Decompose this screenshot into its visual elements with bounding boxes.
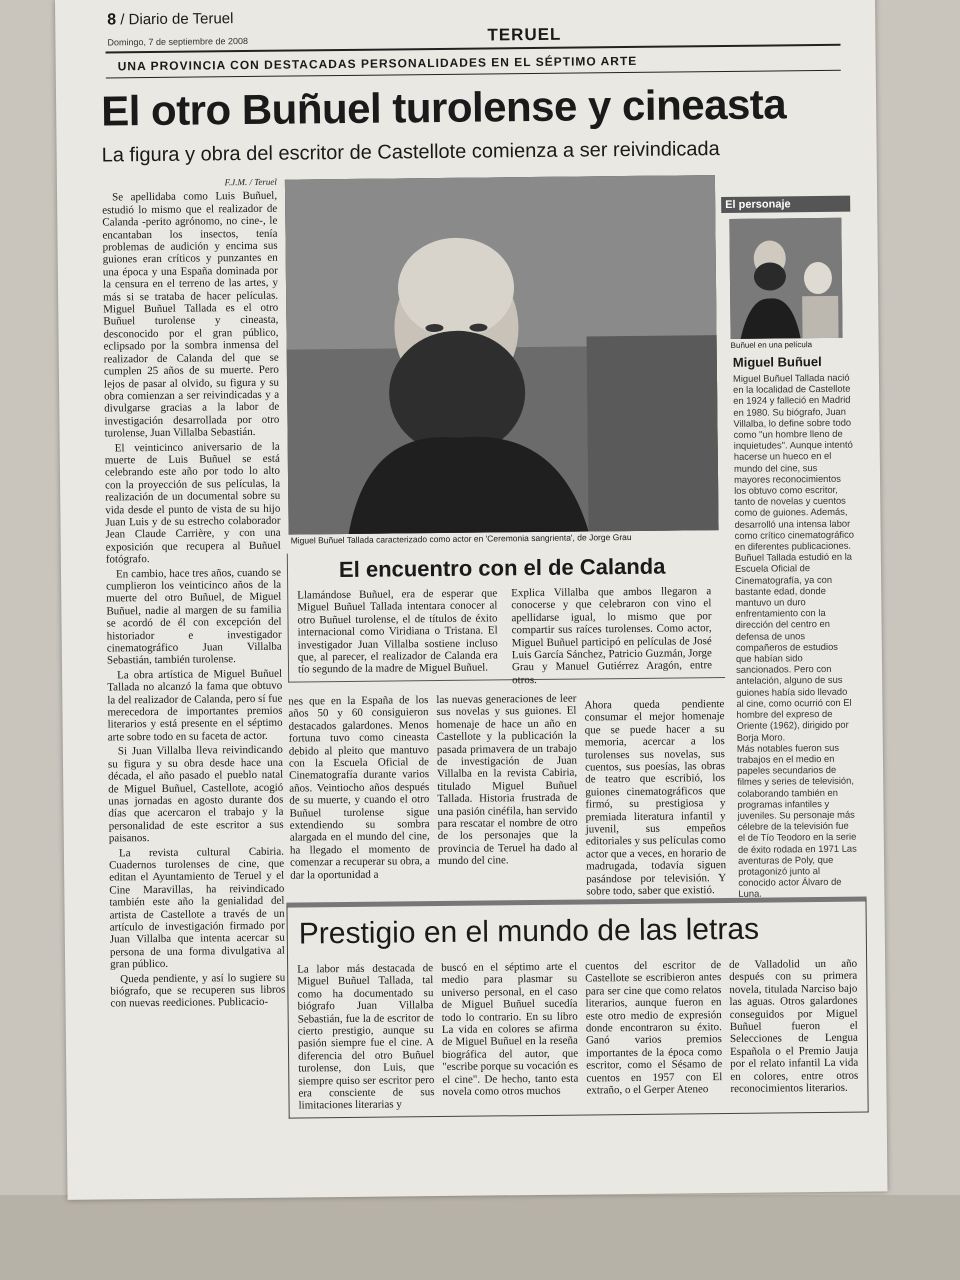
sidebar-label: El personaje <box>721 196 850 213</box>
paragraph: En cambio, hace tres años, cuando se cumplieron los veinticinco años de la muerte del otro Buñuel, de Miguel Buñuel, nadie al margen de su familia se acordó de él con excepción del historiador e investigador cinematográfico Juan Villalba Sebastián, también turolense. <box>106 566 282 667</box>
page-date: Domingo, 7 de septiembre de 2008 <box>107 35 249 48</box>
box2-title: Prestigio en el mundo de las letras <box>298 912 760 951</box>
sidebar-name: Miguel Buñuel <box>732 353 822 370</box>
paragraph: Si Juan Villalba lleva reivindicando su figura y su obra desde hace una década, el año pasado el pueblo natal de Miguel Buñuel, Castellote, acogió unas jornadas en agosto durante dos días que acercaron el trabajo y la personalidad de este escritor a sus paisanos. <box>107 743 284 845</box>
box2-column-2: buscó en el séptimo arte el medio para plasmar su universo personal, en el caso de Miguel Buñuel sucedía todo lo contrario. En su libro La vida en colores se afirma de Miguel Buñuel en la reseña biográfica del autor, que "escribe porque su vocación es el cine". De hecho, tanto esta novela como otros muchos <box>441 960 579 1099</box>
sidebar-portrait <box>729 218 842 339</box>
table-surface <box>0 1195 960 1280</box>
page-header: 8 / Diario de Teruel <box>107 10 234 29</box>
paragraph: El veinticinco aniversario de la muerte de Luis Buñuel se está celebrando este año por todo lo alto con la proyección de sus películas, la realización de un documental sobre su vida desde el punto de vista de su hijo Juan Luis y de su estrecho colaborador Jean Claude Carrière, y con una exposición que recupera al Buñuel fotógrafo. <box>104 440 281 566</box>
box1-col-a: Llamándose Buñuel, era de esperar que Miguel Buñuel Tallada intentara conocer al otro Buñuel turolense, el de títulos de éxito internacional como Viridiana o Tristana. El investigador Juan Villalba sostiene incluso que, al parecer, el realizador de Calanda era tío segundo de la madre de Miguel Buñuel. <box>297 587 498 676</box>
paragraph: Se apellidaba como Luis Buñuel, estudió lo mismo que el realizador de Calanda -perito agrónomo, no cine-, le encantaban los insectos, tenía problemas de audición y encima sus guiones eran críticos y punzantes en una época y una España dominada por la censura en el terreno de las artes, y más si se trataba de hacer películas. Miguel Buñuel Tallada es el otro Buñuel turolense y cineasta, desconocido por el gran público, eclipsado por la sombra inmensa del realizador de Calanda del que se cumplen 25 años de su muerte. Pero lejos de pasar al olvido, su figura y su obra comienzan a ser reivindicadas y a divulgarse gracias a la labor de investigación desarrollada por otro turolense, Juan Villalba Sebastián. <box>102 190 280 440</box>
section-name: TERUEL <box>487 24 562 45</box>
sidebar-paragraph: Miguel Buñuel Tallada nació en la localidad de Castellote en 1924 y falleció en Madrid en 1980. Su biógrafo, Juan Villalba, lo define sobre todo como "un hombre lleno de inquietudes". Aunque intentó hacerse un hueco en el mundo del cine, sus mayores reconocimientos los obtuvo como escritor, tanto de novelas y cuentos como de guiones. Además, desarrolló una intensa labor como crítico cinematográfico en diferentes publicaciones. <box>732 371 855 552</box>
byline: F.J.M. / Teruel <box>224 176 277 188</box>
paragraph: Queda pendiente, y así lo sugiere su biógrafo, que se recuperen sus libros con nuevas reediciones. Publicacio- <box>110 971 286 1010</box>
subhead: La figura y obra del escritor de Castellote comienza a ser reivindicada <box>101 138 720 167</box>
kicker: UNA PROVINCIA CON DESTACADAS PERSONALIDADES EN EL SÉPTIMO ARTE <box>117 53 638 74</box>
headline: El otro Buñuel turolense y cineasta <box>100 80 787 135</box>
mid-column-1: nes que en la España de los años 50 y 60 consiguieron destacados galardones. Menos fortuna tuvo como cineasta debido al pleito que mantuvo con la Escuela Oficial de Cinematografía durante varios años. Veintiocho años después de su muerte, y cuando el otro Buñuel turolense sigue extendiendo su sombra alargada en el mundo del cine, ha llegado el momento de comenzar a recuperar su obra, a dar la oportunidad a <box>288 694 431 882</box>
paragraph: La revista cultural Cabiria. Cuadernos turolenses de cine, que editan el Ayuntamiento de Teruel y el Cine Maravillas, ha reivindicado también este año la genialidad del artista de Castellote a través de un artículo de investigación firmado por Juan Villalba que intenta acercar su persona de una forma divulgativa al gran público. <box>109 845 286 971</box>
box1-col-b: Explica Villalba que ambos llegaron a conocerse y que celebraron con vino el apellidarse igual, lo mismo que por compartir sus raíces turolenses. Como actor, Miguel Buñuel participó en películas de José Luis García Sánchez, Patricio Guzmán, Jorge Grau y Manuel Gutiérrez Aragón, entre otros. <box>511 585 713 687</box>
paragraph: La obra artística de Miguel Buñuel Tallada no alcanzó la fama que obtuvo la del realizador de Calanda, pero sí fue merecedora de importantes premios literarios y está presente en el séptimo arte sobre todo en su faceta de actor. <box>107 667 283 744</box>
left-column <box>102 176 288 1188</box>
portrait-illustration <box>285 175 719 534</box>
publication-name: Diario de Teruel <box>128 10 234 29</box>
main-photo <box>285 175 719 534</box>
sidebar-photo-caption: Buñuel en una película <box>730 340 813 350</box>
main-photo-caption: Miguel Buñuel Tallada caracterizado como actor en 'Ceremonia sangrienta', de Jorge Grau <box>290 531 632 546</box>
sidebar-paragraph: Más notables fueron sus trabajos en el medio en papeles secundarios de filmes y series de televisión, colaborando también en programas infantiles y juveniles. Su personaje más célebre de la televisión fue el de Tío Teodoro en la serie de éxito rodada en 1971 Las aventuras de Poly, que protagonizó junto al conocido actor Álvaro de Luna. <box>736 741 857 900</box>
box1-title: El encuentro con el de Calanda <box>338 553 666 583</box>
sidebar-photo <box>729 218 842 339</box>
box2-column-4: de Valladolid un año después con su primera novela, titulada Narciso bajo las aguas. Otros galardones conseguidos por Miguel Buñuel fueron el Selecciones de Lengua Española o el Premio Jauja por el relato infantil La vida en colores, entre otros reconocimientos literarios. <box>729 957 859 1096</box>
page-number: 8 <box>107 11 117 29</box>
newspaper-page <box>55 0 888 1200</box>
box2-column-1: La labor más destacada de Miguel Buñuel Tallada, tal como ha documentado su biógrafo Juan Villalba Sebastián, fue la de escritor de cierto prestigio, aunque su pasión siempre fue el cine. A diferencia del otro Buñuel turolense, don Luis, que siempre quiso ser escritor pero era consciente de sus limitaciones literarias y <box>297 962 435 1112</box>
mid-column-3: Ahora queda pendiente consumar el mejor homenaje que se puede hacer a su memoria, acercar a los turolenses sus novelas, sus cuentos, sus poesías, las obras de teatro que escribió, los guiones cinematográficos que firmó, su prestigiosa y premiada literatura infantil y juvenil, sus empeños editoriales y sus películas como actor que a veces, en horario de madrugada, todavía siguen pasándose por televisión. Y sobre todo, saber que existió. <box>584 698 727 898</box>
sidebar-text <box>732 371 858 900</box>
sidebar-paragraph: Buñuel Tallada estudió en la Escuela Oficial de Cinematografía, ya con bastante edad, donde mantuvo un duro enfrentamiento con la dirección del centro en defensa de unos compañeros de estudios que habían sido sancionados. Pero con antelación, alguno de sus guiones había sido llevado al cine, como ocurrió con El hombre del expreso de Oriente (1962), dirigido por Borja Moro. <box>734 550 853 743</box>
mid-column-2: las nuevas generaciones de leer sus novelas y sus guiones. El homenaje de hace un año en Castellote y la publicación la pasada primavera de un trabajo de investigación de Juan Villalba en la revista Cabiria, titulado Miguel Buñuel Tallada. Historia frustrada de una pasión cinéfila, han servido para rescatar el nombre de otro de los personajes que la provincia de Teruel ha dado al mundo del cine. <box>436 692 578 868</box>
box2-column-3: cuentos del escritor de Castellote se escribieron antes para ser cine que como relatos literarios, aunque fueron en este otro medio de expresión donde encontraron su éxito. Ganó varios premios importantes de la época como escritor, como el Sésamo de cuentos en 1957 con El extraño, o el Gerper Ateneo <box>585 959 723 1097</box>
